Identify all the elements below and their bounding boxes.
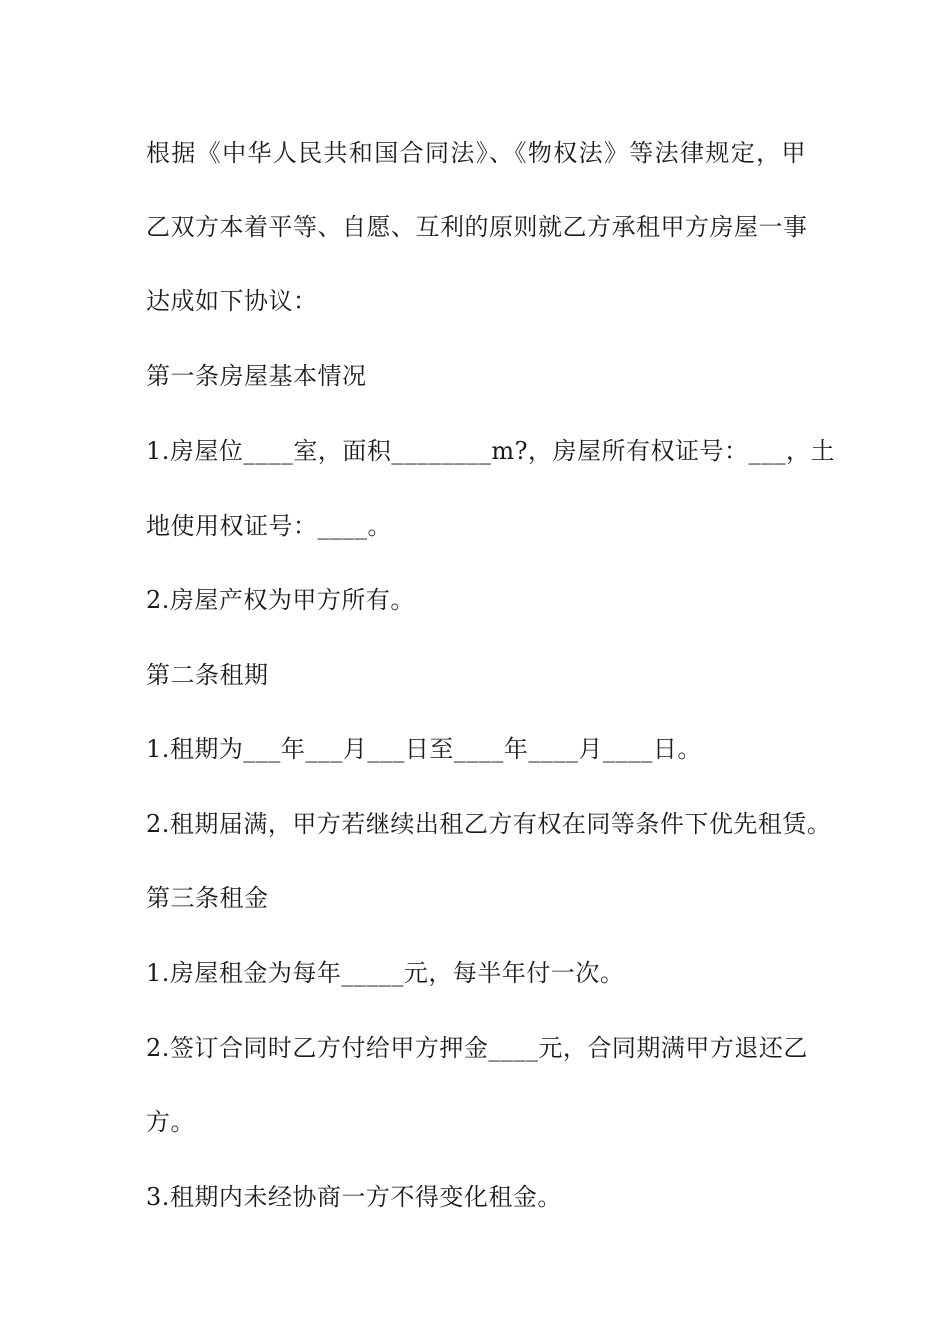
article-1-clause-1-line-1: 1.房屋位____室，面积________m?，房屋所有权证号：___，土 — [146, 437, 836, 465]
article-1-heading: 第一条房屋基本情况 — [146, 362, 367, 390]
article-3-heading: 第三条租金 — [146, 884, 269, 912]
article-3-clause-3: 3.租期内未经协商一方不得变化租金。 — [146, 1183, 562, 1211]
article-1-clause-2: 2.房屋产权为甲方所有。 — [146, 586, 415, 614]
article-3-clause-1: 1.房屋租金为每年_____元，每半年付一次。 — [146, 959, 625, 987]
intro-line-2: 乙双方本着平等、自愿、互利的原则就乙方承租甲方房屋一事 — [146, 213, 808, 241]
article-3-clause-2-line-1: 2.签订合同时乙方付给甲方押金____元，合同期满甲方退还乙 — [146, 1034, 808, 1062]
article-1-clause-1-line-2: 地使用权证号：____。 — [146, 512, 392, 540]
article-2-clause-1: 1.租期为___年___月___日至____年____月____日。 — [146, 735, 702, 763]
article-2-clause-2: 2.租期届满，甲方若继续出租乙方有权在同等条件下优先租赁。 — [146, 810, 832, 838]
intro-line-1: 根据《中华人民共和国合同法》、《物权法》等法律规定，甲 — [146, 139, 806, 167]
intro-line-3: 达成如下协议： — [146, 287, 318, 315]
article-3-clause-2-line-2: 方。 — [146, 1108, 195, 1136]
article-2-heading: 第二条租期 — [146, 661, 269, 689]
